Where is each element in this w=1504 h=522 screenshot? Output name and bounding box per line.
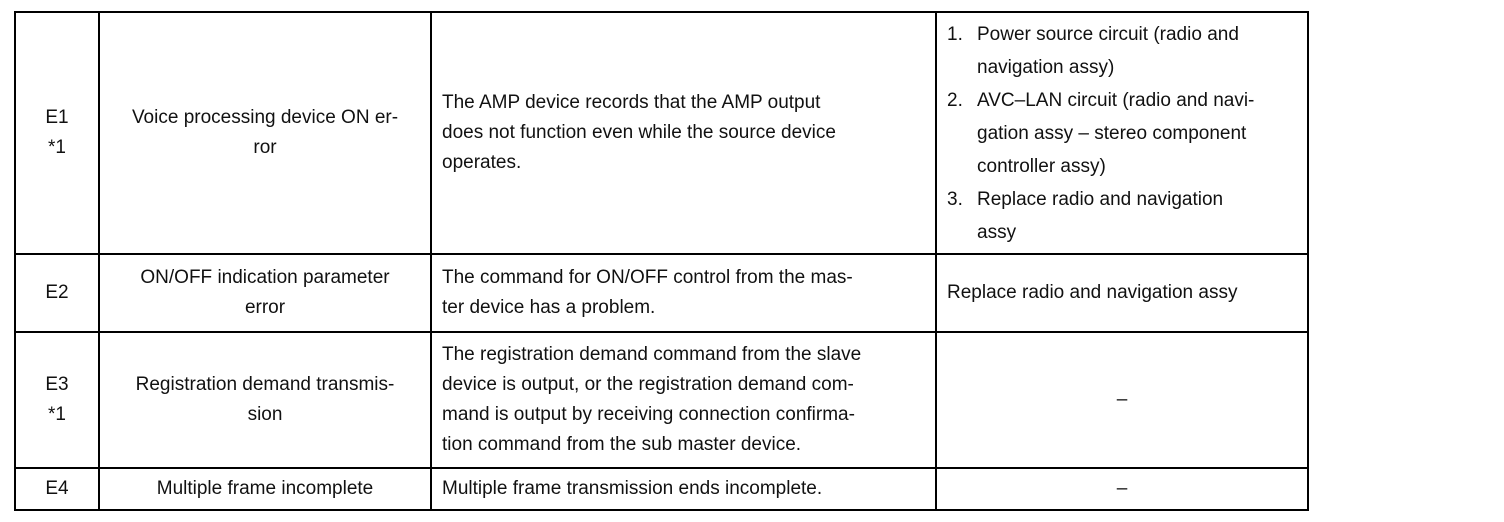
diagnostic-code-table bbox=[14, 11, 1309, 511]
detection-item-line: Multiple frame incomplete bbox=[156, 478, 374, 499]
condition-line: ter device has a problem. bbox=[442, 297, 656, 318]
step-text bbox=[977, 84, 1297, 183]
list-item bbox=[947, 183, 1297, 249]
condition-cell bbox=[431, 254, 936, 332]
table-row bbox=[15, 332, 1308, 468]
condition-line: Multiple frame transmission ends incomplete. bbox=[442, 478, 823, 499]
step-text bbox=[977, 183, 1297, 249]
detection-item-cell bbox=[99, 332, 431, 468]
condition-cell bbox=[431, 12, 936, 254]
dtc-code: E2 bbox=[45, 282, 69, 303]
detection-item-cell bbox=[99, 12, 431, 254]
condition-cell bbox=[431, 332, 936, 468]
condition-line: device is output, or the registration demand com- bbox=[442, 374, 854, 395]
condition-line: operates. bbox=[442, 152, 522, 173]
detection-item-cell bbox=[99, 468, 431, 510]
dtc-code-cell bbox=[15, 254, 99, 332]
trouble-area-cell: – bbox=[936, 468, 1308, 510]
dtc-footnote: *1 bbox=[48, 137, 66, 158]
detection-item-line: ror bbox=[253, 137, 277, 158]
detection-item-line: error bbox=[244, 297, 286, 318]
table-row bbox=[15, 468, 1308, 510]
condition-line: The registration demand command from the slave bbox=[442, 344, 862, 365]
dtc-code: E3 bbox=[45, 374, 69, 395]
trouble-area-cell bbox=[936, 12, 1308, 254]
detection-item-line: sion bbox=[247, 404, 283, 425]
step-text bbox=[977, 18, 1297, 84]
dtc-code-cell bbox=[15, 468, 99, 510]
condition-cell bbox=[431, 468, 936, 510]
condition-line: does not function even while the source device bbox=[442, 122, 836, 143]
table-row bbox=[15, 12, 1308, 254]
step-number: 1. bbox=[947, 23, 963, 45]
step-line: Replace radio and navigation bbox=[977, 188, 1224, 210]
trouble-area-cell: – bbox=[936, 332, 1308, 468]
table-row bbox=[15, 254, 1308, 332]
condition-line: The AMP device records that the AMP output bbox=[442, 92, 821, 113]
trouble-area-steps bbox=[947, 18, 1297, 249]
dtc-code: E4 bbox=[45, 478, 69, 499]
step-line: AVC–LAN circuit (radio and navi- bbox=[977, 89, 1255, 111]
detection-item-line: ON/OFF indication parameter bbox=[140, 267, 390, 288]
dtc-code: E1 bbox=[45, 107, 69, 128]
step-number: 2. bbox=[947, 89, 963, 111]
detection-item-cell bbox=[99, 254, 431, 332]
condition-line: The command for ON/OFF control from the mas- bbox=[442, 267, 853, 288]
step-line: navigation assy) bbox=[977, 56, 1115, 78]
step-number: 3. bbox=[947, 188, 963, 210]
step-line: gation assy – stereo component bbox=[977, 122, 1247, 144]
step-line: Power source circuit (radio and bbox=[977, 23, 1239, 45]
list-item bbox=[947, 18, 1297, 84]
dtc-code-cell bbox=[15, 332, 99, 468]
list-item bbox=[947, 84, 1297, 183]
trouble-area-cell: Replace radio and navigation assy bbox=[936, 254, 1308, 332]
detection-item-line: Registration demand transmis- bbox=[135, 374, 395, 395]
condition-line: tion command from the sub master device. bbox=[442, 434, 802, 455]
detection-item-line: Voice processing device ON er- bbox=[131, 107, 399, 128]
condition-line: mand is output by receiving connection confirma- bbox=[442, 404, 855, 425]
dtc-code-cell bbox=[15, 12, 99, 254]
dtc-footnote: *1 bbox=[48, 404, 66, 425]
step-line: assy bbox=[977, 221, 1017, 243]
step-line: controller assy) bbox=[977, 155, 1106, 177]
